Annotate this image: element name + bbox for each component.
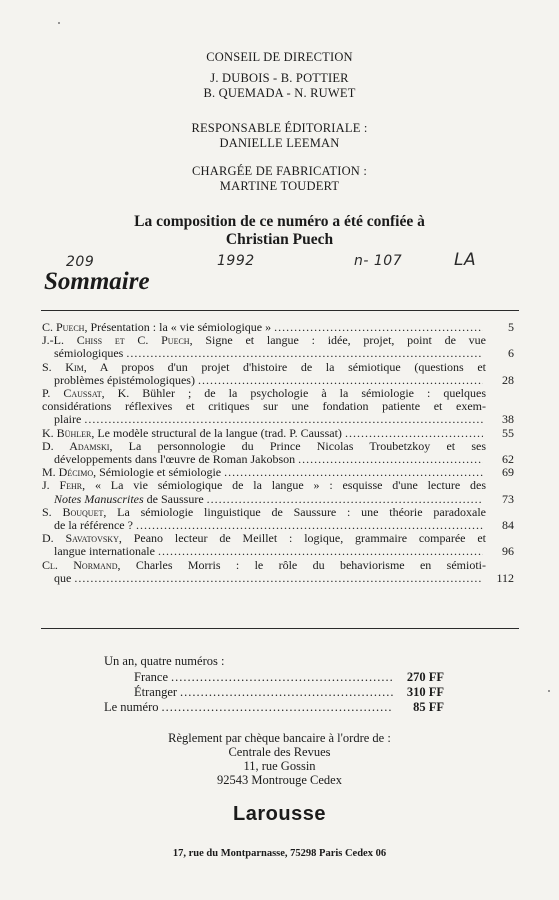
toc-author: S. Bouquet	[42, 504, 104, 519]
toc-title-line: Présentation : la « vie sémiologique »	[90, 320, 272, 334]
editorial-heading: RESPONSABLE ÉDITORIALE :	[191, 121, 368, 135]
bottom-divider	[41, 628, 519, 629]
price-row-france	[104, 670, 444, 685]
toc-entry	[42, 361, 514, 387]
toc-text: C. Puech, Présentation : la « vie sémiologique »	[42, 320, 272, 334]
price-row-etranger	[104, 685, 444, 700]
toc-entry	[42, 479, 514, 505]
handwritten-note-number: n- 107	[354, 253, 403, 269]
payment-line-2: Centrale des Revues	[228, 745, 331, 759]
subscription-heading: Un an, quatre numéros :	[104, 654, 225, 668]
toc-page-number: 112	[496, 570, 514, 585]
toc-title-line: Charles Morris : le rôle du behaviorisme en sémioti-	[135, 557, 486, 572]
toc-page-number: 55	[502, 425, 514, 440]
toc-author: J. Fehr	[42, 478, 83, 493]
board-line-1: J. DUBOIS - B. POTTIER	[210, 71, 349, 85]
toc-page-number: 28	[502, 372, 514, 387]
toc-title-line: sémiologiques	[54, 346, 124, 361]
toc-author: J.-L. Chiss et C. Puech	[42, 333, 190, 348]
price-value: 270 FF	[406, 670, 444, 684]
handwritten-note-year: 1992	[217, 253, 255, 269]
toc-text	[54, 572, 71, 585]
leader-dots	[74, 572, 483, 585]
toc-title-line: Signe et langue : idée, projet, point de vue	[205, 333, 486, 348]
toc-title-line: problèmes épistémologiques)	[54, 372, 195, 387]
toc-text: Cl. Normand, Charles Morris : le rôle du behaviorisme en sémioti-	[42, 557, 486, 572]
toc-page-number: 62	[502, 452, 514, 467]
toc-text: M. Décimo, Sémiologie et sémiologie	[42, 465, 222, 480]
payment-line-3: 11, rue Gossin	[243, 759, 316, 773]
toc-text: J.-L. Chiss et C. Puech, Signe et langue : idée, projet, point de vue	[42, 333, 486, 348]
composition-line-1: La composition de ce numéro a été confiée à	[134, 213, 425, 230]
composition-line-2: Christian Puech	[225, 231, 334, 248]
payment-line-4: 92543 Montrouge Cedex	[217, 773, 342, 787]
price-value: 310 FF	[406, 685, 444, 699]
toc-title-line: K. Bühler ; de la psychologie à la sémiologie : quelques	[117, 386, 486, 401]
toc-title-line: A propos d'un projet d'histoire de la sémiotique (questions et	[99, 359, 486, 374]
toc-text: S. Kim, A propos d'un projet d'histoire de la sémiotique (questions et	[42, 359, 486, 374]
toc-title-line: « La vie sémiologique de la langue » : esquisse d'une lecture des	[94, 478, 487, 493]
toc-page-number: 38	[502, 412, 514, 427]
publisher-name: Larousse	[233, 803, 326, 825]
price-row-numero	[104, 700, 444, 715]
editorial-responsible	[0, 121, 559, 151]
board-line-2: B. QUEMADA - N. RUWET	[203, 86, 356, 100]
toc-entry	[42, 532, 514, 558]
toc-text: J. Fehr, « La vie sémiologique de la langue » : esquisse d'une lecture des	[42, 478, 487, 493]
toc-author: M. Décimo	[42, 465, 94, 480]
payment-line-1: Règlement par chèque bancaire à l'ordre de :	[168, 731, 391, 745]
toc-title-line: La sémiologie linguistique de Saussure : une théorie paradoxale	[117, 504, 487, 519]
toc-title-line: développements dans l'œuvre de Roman Jakobson	[54, 452, 296, 467]
price-label: Le numéro	[104, 700, 159, 714]
composition-credit	[0, 213, 559, 249]
toc-text: P. Caussat, K. Bühler ; de la psychologie à la sémiologie : quelques	[42, 386, 486, 401]
handwritten-note-initials: LA	[454, 250, 477, 270]
subscription-prices	[104, 654, 444, 715]
toc-entry	[42, 334, 514, 360]
payment-info	[0, 731, 559, 787]
toc-title-line: langue internationale	[54, 544, 155, 559]
toc-author: Cl. Normand	[42, 557, 118, 572]
toc-author: S. Kim	[42, 359, 84, 374]
toc-page-number: 5	[508, 320, 514, 334]
sommaire-title: Sommaire	[44, 268, 150, 295]
toc-author: C. Puech	[42, 320, 85, 334]
toc-title-line: Peano lecteur de Meillet : logique, grammaire comparée et	[133, 531, 486, 546]
toc-title-line: que	[54, 570, 72, 585]
toc-page-number: 73	[502, 491, 514, 506]
leader-dots	[298, 453, 483, 466]
leader-dots	[162, 700, 394, 715]
paper-speck	[548, 690, 550, 692]
editorial-board	[0, 50, 559, 101]
toc-entry	[42, 559, 514, 585]
price-label: France	[134, 670, 169, 684]
leader-dots	[180, 685, 393, 700]
toc-text: D. Adamski, La personnologie du Prince Nicolas Troubetzkoy et ses	[42, 438, 486, 453]
paper-speck	[58, 22, 60, 24]
table-of-contents	[42, 321, 514, 585]
toc-title-line: Le modèle structural de la langue (trad. P. Caussat)	[97, 425, 342, 440]
toc-author: P. Caussat	[42, 386, 102, 401]
toc-text	[42, 400, 486, 413]
handwritten-note-209: 209	[66, 254, 95, 270]
top-divider	[41, 310, 519, 311]
leader-dots	[171, 670, 393, 685]
toc-page-number: 69	[502, 465, 514, 480]
toc-entry	[42, 387, 514, 427]
toc-title-line: de la référence ?	[54, 518, 133, 533]
toc-title-line: Sémiologie et sémiologie	[99, 465, 222, 480]
toc-title-line: Notes Manuscrites de Saussure	[54, 491, 204, 506]
toc-page-number: 96	[502, 544, 514, 559]
toc-page-number: 84	[502, 518, 514, 533]
price-value: 85 FF	[413, 700, 444, 714]
toc-page-number: 6	[508, 346, 514, 361]
toc-text: S. Bouquet, La sémiologie linguistique de Saussure : une théorie paradoxale	[42, 504, 487, 519]
toc-entry	[42, 440, 514, 466]
toc-title-line: considérations réflexives et critiques sur une fondation patiente et exem-	[42, 399, 486, 414]
fabrication-heading: CHARGÉE DE FABRICATION :	[191, 164, 368, 178]
toc-title-line: La personnologie du Prince Nicolas Troubetzkoy et ses	[128, 438, 486, 453]
price-label: Étranger	[134, 685, 178, 699]
publisher-address: 17, rue du Montparnasse, 75298 Paris Cedex 06	[172, 848, 387, 859]
toc-author: D. Savatovsky	[42, 531, 119, 546]
toc-author: D. Adamski	[42, 438, 110, 453]
toc-title-line: plaire	[54, 412, 82, 427]
board-heading: CONSEIL DE DIRECTION	[206, 50, 353, 64]
fabrication-responsible	[0, 164, 559, 194]
fabrication-name: MARTINE TOUDERT	[219, 179, 340, 193]
toc-entry	[42, 506, 514, 532]
toc-text: K. Bühler, Le modèle structural de la langue (trad. P. Caussat)	[42, 425, 342, 440]
toc-author: K. Bühler	[42, 425, 92, 440]
editorial-name: DANIELLE LEEMAN	[219, 136, 340, 150]
toc-text: D. Savatovsky, Peano lecteur de Meillet : logique, grammaire comparée et	[42, 531, 486, 546]
